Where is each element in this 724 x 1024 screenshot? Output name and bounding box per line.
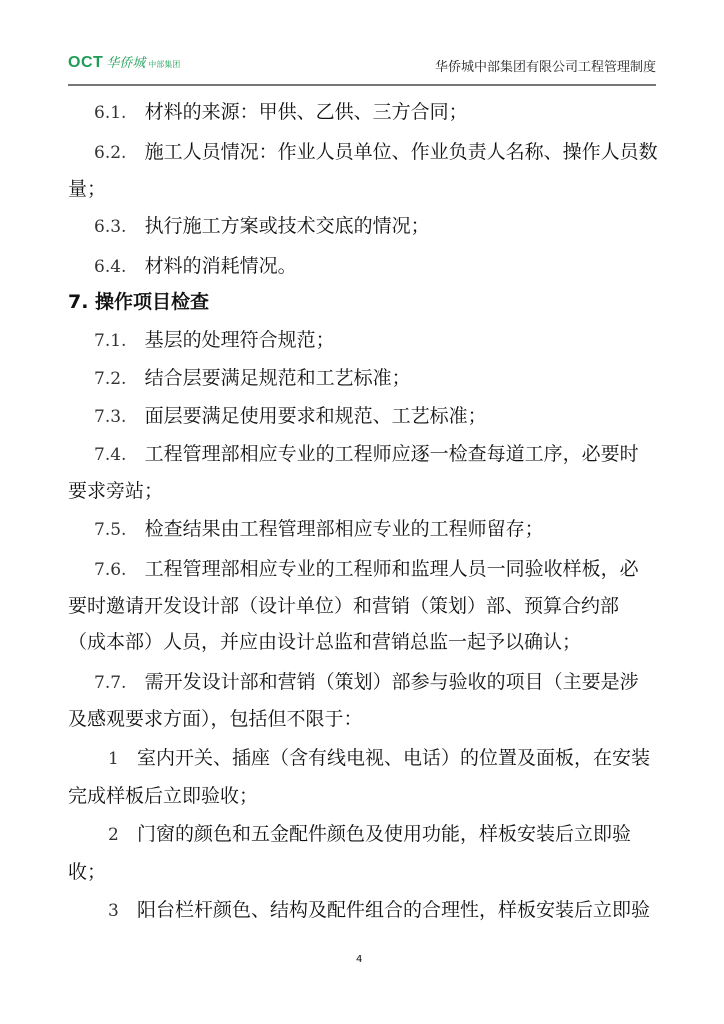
item-7-6-continuation-1: 要时邀请开发设计部（设计单位）和营销（策划）部、预算合约部 xyxy=(68,595,620,617)
item-number: 7.4. xyxy=(94,445,127,465)
item-text: 阳台栏杆颜色、结构及配件组合的合理性，样板安装后立即验 xyxy=(136,899,650,921)
item-7-6 xyxy=(68,557,690,582)
item-text: 工程管理部相应专业的工程师应逐一检查每道工序，必要时 xyxy=(144,443,639,465)
item-number: 7.3. xyxy=(94,407,127,427)
item-7-7-continuation: 及感观要求方面），包括但不限于： xyxy=(68,708,363,730)
item-number: 6.3. xyxy=(94,217,127,237)
item-text: 面层要满足使用要求和规范、工艺标准； xyxy=(144,405,487,427)
company-logo xyxy=(68,52,180,72)
item-number: 2 xyxy=(108,825,119,845)
sub-item-2 xyxy=(68,822,704,847)
item-7-5 xyxy=(68,517,690,542)
item-number: 3 xyxy=(108,901,119,921)
item-text: 工程管理部相应专业的工程师和监理人员一同验收样板，必 xyxy=(144,558,639,580)
item-6-4 xyxy=(68,254,690,279)
item-text: 材料的来源：甲供、乙供、三方合同； xyxy=(144,101,468,123)
item-7-7 xyxy=(68,670,690,695)
item-7-4 xyxy=(68,442,690,467)
logo-script-text: 华侨城 xyxy=(106,56,146,71)
item-7-2 xyxy=(68,366,690,391)
item-6-3 xyxy=(68,214,690,239)
sub-item-3 xyxy=(68,898,704,923)
item-text: 材料的消耗情况。 xyxy=(144,255,297,277)
sub-item-2-continuation: 收； xyxy=(68,861,107,883)
item-6-2-continuation: 量； xyxy=(68,178,107,200)
item-text: 检查结果由工程管理部相应专业的工程师留存； xyxy=(144,518,544,540)
item-text: 执行施工方案或技术交底的情况； xyxy=(144,215,430,237)
logo-sub-text: 中部集团 xyxy=(148,60,181,69)
sub-item-1-continuation: 完成样板后立即验收； xyxy=(68,785,259,807)
item-text: 门窗的颜色和五金配件颜色及使用功能，样板安装后立即验 xyxy=(136,823,631,845)
item-number: 7.6. xyxy=(94,560,127,580)
item-7-1 xyxy=(68,328,690,353)
item-7-4-continuation: 要求旁站； xyxy=(68,480,164,502)
sub-item-1 xyxy=(68,746,704,771)
item-number: 7.7. xyxy=(94,673,127,693)
header-title: 华侨城中部集团有限公司工程管理制度 xyxy=(434,60,656,75)
item-text: 施工人员情况：作业人员单位、作业负责人名称、操作人员数 xyxy=(144,141,658,163)
item-number: 1 xyxy=(108,749,119,769)
item-number: 6.1. xyxy=(94,103,127,123)
page-number: 4 xyxy=(356,954,363,965)
item-number: 7.2. xyxy=(94,369,127,389)
item-number: 6.2. xyxy=(94,143,127,163)
item-6-1 xyxy=(68,100,690,125)
item-text: 结合层要满足规范和工艺标准； xyxy=(144,367,411,389)
item-text: 室内开关、插座（含有线电视、电话）的位置及面板，在安装 xyxy=(136,747,650,769)
item-number: 6.4. xyxy=(94,257,127,277)
section-7-heading: 7. 操作项目检查 xyxy=(68,291,210,313)
item-number: 7.5. xyxy=(94,520,127,540)
item-text: 基层的处理符合规范； xyxy=(144,329,335,351)
item-7-6-continuation-2: （成本部）人员，并应由设计总监和营销总监一起予以确认； xyxy=(68,631,582,653)
item-number: 7.1. xyxy=(94,331,127,351)
logo-oct-text: OCT xyxy=(68,54,104,71)
item-7-3 xyxy=(68,404,690,429)
item-6-2 xyxy=(68,140,690,165)
item-text: 需开发设计部和营销（策划）部参与验收的项目（主要是涉 xyxy=(144,671,639,693)
page-header xyxy=(68,44,656,86)
